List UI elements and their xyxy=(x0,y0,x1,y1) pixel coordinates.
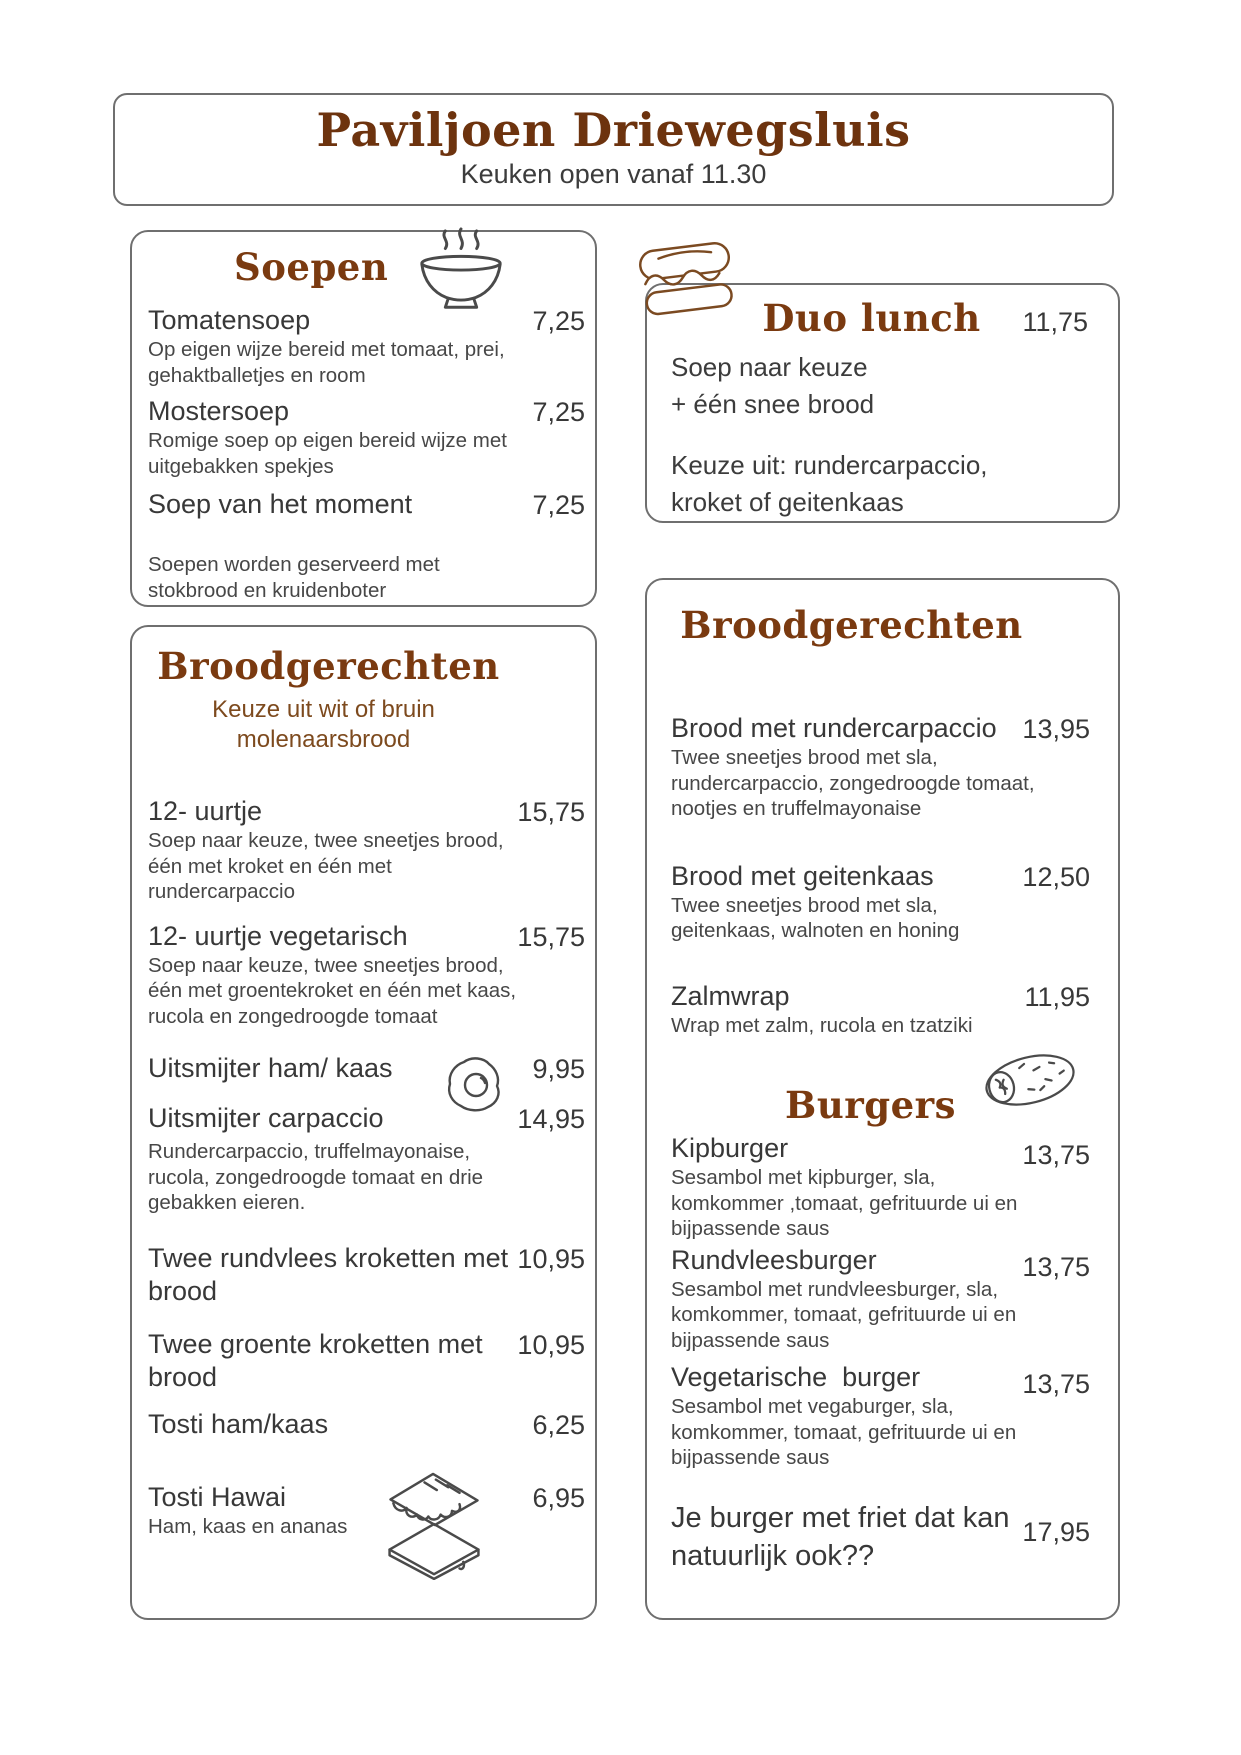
duo-keuze: Keuze uit: rundercarpaccio, kroket of geitenkaas xyxy=(671,450,988,517)
item-name: Kipburger xyxy=(671,1133,789,1163)
item-price: 7,25 xyxy=(532,397,585,427)
item-name: Twee rundvlees kroketten met brood xyxy=(148,1242,516,1306)
menu-item xyxy=(148,1102,585,1135)
toast-icon xyxy=(382,1470,486,1585)
item-description: Sesambol met vegaburger, sla, komkommer, tomaat, gefrituurde ui en bijpassende saus xyxy=(671,1395,1017,1469)
burgers-title: Burgers xyxy=(785,1083,956,1127)
item-name: Vegetarische burger xyxy=(671,1362,921,1392)
broodgerechten-links-section xyxy=(130,625,597,1620)
duo-lunch-section xyxy=(645,283,1120,523)
item-price: 13,75 xyxy=(1022,1140,1090,1170)
item-name: Zalmwrap xyxy=(671,980,790,1011)
item-price: 7,25 xyxy=(532,306,585,336)
item-name: Rundvleesburger xyxy=(671,1244,877,1275)
item-price: 11,75 xyxy=(1022,307,1088,337)
item-name: Tosti Hawai xyxy=(148,1481,287,1512)
item-price: 6,95 xyxy=(532,1482,585,1513)
item-name: Uitsmijter ham/ kaas xyxy=(148,1053,393,1083)
item-price: 6,25 xyxy=(532,1409,585,1440)
item-name: Brood met geitenkaas xyxy=(671,860,934,891)
item-price: 15,75 xyxy=(517,797,585,827)
wrap-icon xyxy=(977,1038,1083,1127)
item-name: Mostersoep xyxy=(148,396,290,426)
menu-item xyxy=(671,860,1094,893)
item-price: 13,75 xyxy=(1022,1251,1090,1282)
burgers-friet-note xyxy=(671,1499,1094,1575)
broodgerechten-rechts-section xyxy=(645,578,1120,1620)
item-description: Sesambol met rundvleesburger, sla, komkommer, tomaat, gefrituurde ui en bijpassende saus xyxy=(671,1277,1017,1352)
item-name: Twee groente kroketten met brood xyxy=(148,1328,491,1392)
broodgerechten-rechts-title: Broodgerechten xyxy=(680,603,1023,647)
item-description: Soep naar keuze, twee sneetjes brood, één met kroket en één met rundercarpaccio xyxy=(148,829,504,903)
duo-line-1: Soep naar keuze xyxy=(671,352,868,382)
menu-item xyxy=(671,980,1094,1013)
soepen-section xyxy=(130,230,597,607)
soepen-title: Soepen xyxy=(234,245,389,289)
menu-item xyxy=(148,1052,585,1085)
item-description: Wrap met zalm, rucola en tzatziki xyxy=(671,1013,973,1037)
item-description: Soep naar keuze, twee sneetjes brood, één met groentekroket en één met kaas, rucola en zongedroogde tomaat xyxy=(148,953,517,1028)
item-name: Soep van het moment xyxy=(148,489,413,519)
item-name: 12- uurtje vegetarisch xyxy=(148,920,408,951)
menu-item xyxy=(148,488,585,521)
item-price: 7,25 xyxy=(532,490,585,520)
item-description: Op eigen wijze bereid met tomaat, prei, gehaktballetjes en room xyxy=(148,338,505,387)
item-price: 15,75 xyxy=(517,921,585,952)
menu-item xyxy=(148,920,585,953)
page-title: Paviljoen Driewegsluis xyxy=(316,103,911,157)
soepen-footer-note: Soepen worden geserveerd met stokbrood en kruidenboter xyxy=(148,553,440,602)
menu-item xyxy=(148,795,585,828)
menu-item xyxy=(671,712,1094,745)
item-name: Je burger met friet dat kan natuurlijk ook?? xyxy=(671,1501,1018,1572)
item-description: Twee sneetjes brood met sla, geitenkaas, walnoten en honing xyxy=(671,893,960,942)
sandwich-icon xyxy=(633,235,739,332)
item-price: 12,50 xyxy=(1022,861,1090,892)
menu-item xyxy=(148,395,585,428)
menu-item xyxy=(671,1361,1094,1399)
menu-item xyxy=(148,1481,585,1514)
menu-item xyxy=(671,1244,1094,1282)
item-price: 14,95 xyxy=(517,1104,585,1134)
menu-item xyxy=(148,1242,585,1308)
menu-item xyxy=(148,1408,585,1441)
item-description: Romige soep op eigen bereid wijze met uitgebakken spekjes xyxy=(148,429,507,478)
item-name: 12- uurtje xyxy=(148,796,263,826)
item-price: 13,75 xyxy=(1022,1369,1090,1399)
item-price: 10,95 xyxy=(517,1329,585,1360)
item-price: 9,95 xyxy=(532,1054,585,1084)
broodgerechten-links-title: Broodgerechten xyxy=(157,644,500,688)
item-price: 17,95 xyxy=(1022,1516,1090,1547)
item-description: Ham, kaas en ananas xyxy=(148,1514,348,1538)
item-description: Rundercarpaccio, truffelmayonaise, rucola, zongedroogde tomaat en drie gebakken eieren. xyxy=(148,1140,484,1214)
fried-egg-icon xyxy=(442,1055,506,1122)
item-price: 13,95 xyxy=(1022,714,1090,744)
item-name: Tomatensoep xyxy=(148,305,311,335)
page-subtitle: Keuken open vanaf 11.30 xyxy=(460,159,767,189)
item-name: Uitsmijter carpaccio xyxy=(148,1103,384,1133)
item-name: Brood met rundercarpaccio xyxy=(671,713,997,743)
duo-lunch-title: Duo lunch xyxy=(762,296,981,340)
menu-item xyxy=(671,1132,1094,1170)
header-box xyxy=(113,93,1114,206)
broodgerechten-links-subtitle: Keuze uit wit of bruin molenaarsbrood xyxy=(212,696,435,753)
item-description: Sesambol met kipburger, sla, komkommer ,tomaat, gefrituurde ui en bijpassende saus xyxy=(671,1166,1018,1240)
item-name: Tosti ham/kaas xyxy=(148,1408,329,1439)
duo-line-2: + één snee brood xyxy=(671,389,875,419)
menu-item xyxy=(148,1328,585,1394)
item-price: 10,95 xyxy=(517,1243,585,1274)
item-price: 11,95 xyxy=(1024,981,1090,1012)
menu-item xyxy=(148,304,585,337)
item-description: Twee sneetjes brood met sla, rundercarpaccio, zongedroogde tomaat, nootjes en truffelmayonaise xyxy=(671,746,1035,820)
